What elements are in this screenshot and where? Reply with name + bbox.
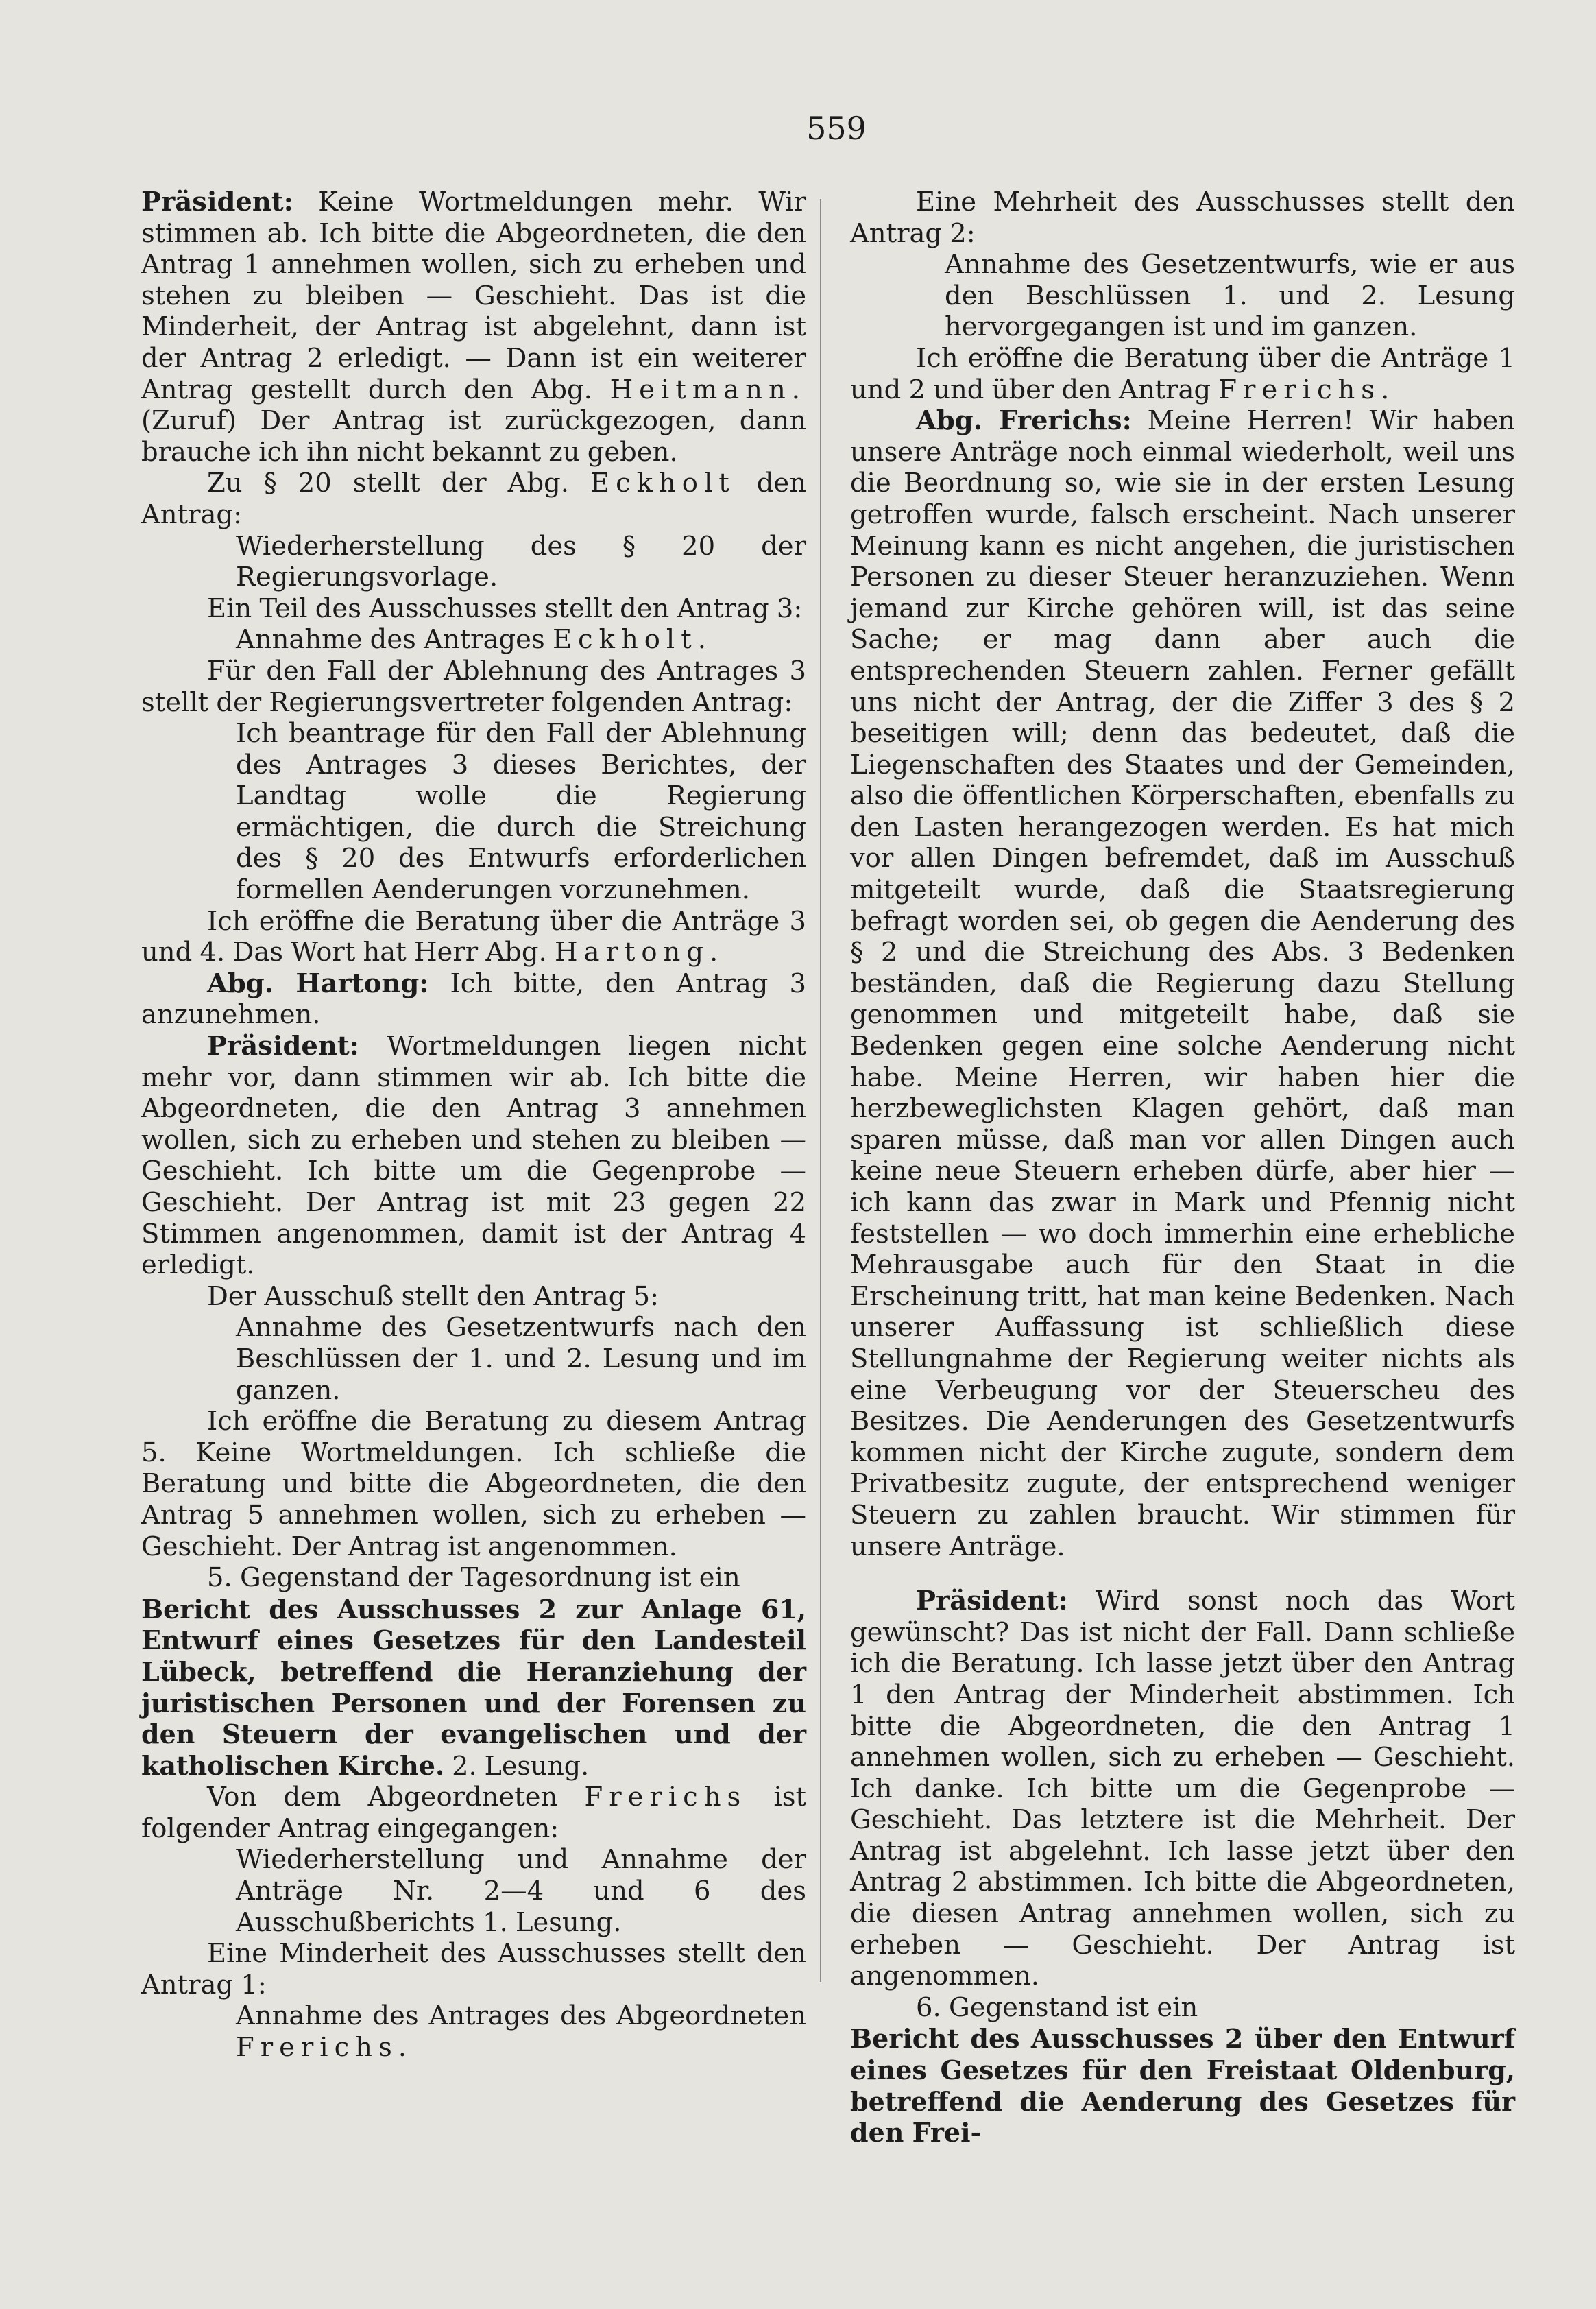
motion-text: Wiederherstellung des § 20 der Regierungsvorlage. [236,530,806,593]
person-name: Frerichs [584,1782,747,1813]
paragraph: Ein Teil des Ausschusses stellt den Antrag 3: [207,593,803,624]
motion-text: Annahme des Gesetzentwurfs nach den Beschlüssen der 1. und 2. Lesung und im ganzen. [236,1312,806,1406]
motion-text: Ich beantrage für den Fall der Ablehnung des Antrages 3 dieses Berichtes, der Landtag wolle die Regierung ermächtigen, die durch die Streichung des § 20 des Entwurfs erforderlichen formellen Aenderungen vorzunehmen. [236,718,806,906]
left-column [141,187,806,2063]
paragraph: Für den Fall der Ablehnung des Antrages 3 stellt der Regierungsvertreter folgenden Antrag: [141,655,806,718]
person-name: Eckholt. [552,624,712,656]
paragraph: Ich eröffne die Beratung zu diesem Antrag 5. Keine Wortmeldungen. Ich schließe die Beratung und bitte die Abgeordneten, die den Antrag 5 annehmen wollen, sich zu erheben — Geschieht. Der Antrag ist angenommen. [141,1406,806,1562]
speaker: Abg. Frerichs: [916,405,1132,437]
paragraph: Eine Mehrheit des Ausschusses stellt den Antrag 2: [850,187,1515,249]
paragraph: Abg. Frerichs: Meine Herren! Wir haben unsere Anträge noch einmal wiederholt, weil uns die Beordnung so, wie sie in der ersten Lesung getroffen wurde, falsch erscheint. Nach unserer Meinung kann es nicht angehen, die juristischen Personen zu dieser Steuer heranzuziehen. Wenn jemand zur Kirche gehören will, ist das seine Sache; er mag dann aber auch die entsprechenden Steuern zahlen. Ferner gefällt uns nicht der Antrag, der die Ziffer 3 des § 2 beseitigen will; denn das bedeutet, daß die Liegenschaften des Staates und der Gemeinden, also die öffentlichen Körperschaften, ebenfalls zu den Lasten herangezogen werden. Es hat mich vor allen Dingen befremdet, daß im Ausschuß mitgeteilt wurde, daß die Staatsregierung befragt worden sei, ob gegen die Aenderung des § 2 und die Streichung des Abs. 3 Bedenken beständen, daß die Regierung dazu Stellung genommen und mitgeteilt habe, daß sie Bedenken gegen eine solche Aenderung nicht habe. Meine Herren, wir haben hier die herzbeweglichsten Klagen gehört, daß man sparen müsse, daß man vor allen Dingen auch keine neue Steuern erheben dürfe, aber hier — ich kann das zwar in Mark und Pfennig nicht feststellen — wo doch immerhin eine erhebliche Mehrausgabe auch für den Staat in die Erscheinung tritt, hat man keine Bedenken. Nach unserer Auffassung ist schließlich diese Stellungnahme der Regierung weiter nichts als eine Verbeugung vor der Steuerscheu des Besitzes. Die Aenderungen des Gesetzentwurfs kommen nicht der Kirche zugute, sondern dem Privatbesitz zugute, der entsprechend weniger Steuern zu zahlen braucht. Wir stimmen für unsere Anträge. [850,405,1515,1562]
person-name: Hartong. [554,937,725,968]
paragraph: Eine Minderheit des Ausschusses stellt den Antrag 1: [141,1938,806,2000]
paragraph: Präsident: Keine Wortmeldungen mehr. Wir stimmen ab. Ich bitte die Abgeordneten, die den Antrag 1 annehmen wollen, sich zu erheben und stehen zu bleiben — Geschieht. Das ist die Minderheit, der Antrag ist abgelehnt, dann ist der Antrag 2 erledigt. — Dann ist ein weiterer Antrag gestellt durch den Abg. Heitmann. (Zuruf) Der Antrag ist zurückgezogen, dann brauche ich ihn nicht bekannt zu geben. [141,187,806,468]
person-name: Eckholt [590,468,736,499]
speaker: Abg. Hartong: [207,968,429,999]
paragraph: Präsident: Wortmeldungen liegen nicht mehr vor, dann stimmen wir ab. Ich bitte die Abgeordneten, die den Antrag 3 annehmen wollen, sich zu erheben und stehen zu bleiben — Geschieht. Ich bitte um die Gegenprobe — Geschieht. Der Antrag ist mit 23 gegen 22 Stimmen angenommen, damit ist der Antrag 4 erledigt. [141,1031,806,1281]
speaker: Präsident: [207,1031,359,1062]
motion-text: Wiederherstellung und Annahme der Anträge Nr. 2—4 und 6 des Ausschußberichts 1. Lesung. [236,1844,806,1938]
paragraph: Zu § 20 stellt der Abg. Eckholt den Antrag: [141,468,806,530]
paragraph: Präsident: Wird sonst noch das Wort gewünscht? Das ist nicht der Fall. Dann schließe ich die Beratung. Ich lasse jetzt über den Antrag 1 den Antrag der Minderheit abstimmen. Ich bitte die Abgeordneten, die den Antrag 1 annehmen wollen, sich zu erheben — Geschieht. Ich danke. Ich bitte um die Gegenprobe — Geschieht. Das letztere ist die Mehrheit. Der Antrag ist abgelehnt. Ich lasse jetzt über den Antrag 2 abstimmen. Ich bitte die Abgeordneten, die diesen Antrag annehmen wollen, sich zu erheben — Geschieht. Der Antrag ist angenommen. [850,1586,1515,1992]
speaker: Präsident: [916,1586,1068,1617]
paragraph: Ich eröffne die Beratung über die Anträge 1 und 2 und über den Antrag Frerichs. [850,342,1515,405]
person-name: Heitmann. [609,374,806,405]
person-name: Frerichs. [236,2032,413,2063]
motion-text: Annahme des Gesetzentwurfs, wie er aus den Beschlüssen 1. und 2. Lesung hervorgegangen ist und im ganzen. [945,249,1515,343]
right-column [850,187,1515,2149]
motion-text: Annahme des Antrages Eckholt. [236,624,712,656]
page-number: 559 [806,110,867,147]
paragraph: 5. Gegenstand der Tagesordnung ist ein [207,1562,740,1594]
paragraph: 6. Gegenstand ist ein [916,1991,1198,2023]
person-name: Frerichs. [1218,374,1396,405]
column-divider [820,199,821,1982]
paragraph: Ich eröffne die Beratung über die Anträge 3 und 4. Das Wort hat Herr Abg. Hartong. [141,905,806,968]
motion-text: Annahme des Antrages des Abgeordneten Frerichs. [236,2000,806,2063]
agenda-heading: Bericht des Ausschusses 2 über den Entwurf eines Gesetzes für den Freistaat Oldenburg, betreffend die Aenderung des Gesetzes für den Frei- [850,2023,1515,2149]
paragraph: Abg. Hartong: Ich bitte, den Antrag 3 anzunehmen. [141,968,806,1031]
agenda-heading: Bericht des Ausschusses 2 zur Anlage 61, Entwurf eines Gesetzes für den Landesteil Lübeck, betreffend die Heranziehung der juristischen Personen und der Forensen zu den Steuern der evangelischen und der katholischen Kirche. 2. Lesung. [141,1593,806,1781]
speaker: Präsident: [141,187,293,217]
paragraph: Von dem Abgeordneten Frerichs ist folgender Antrag eingegangen: [141,1782,806,1844]
paragraph: Der Ausschuß stellt den Antrag 5: [207,1280,660,1312]
